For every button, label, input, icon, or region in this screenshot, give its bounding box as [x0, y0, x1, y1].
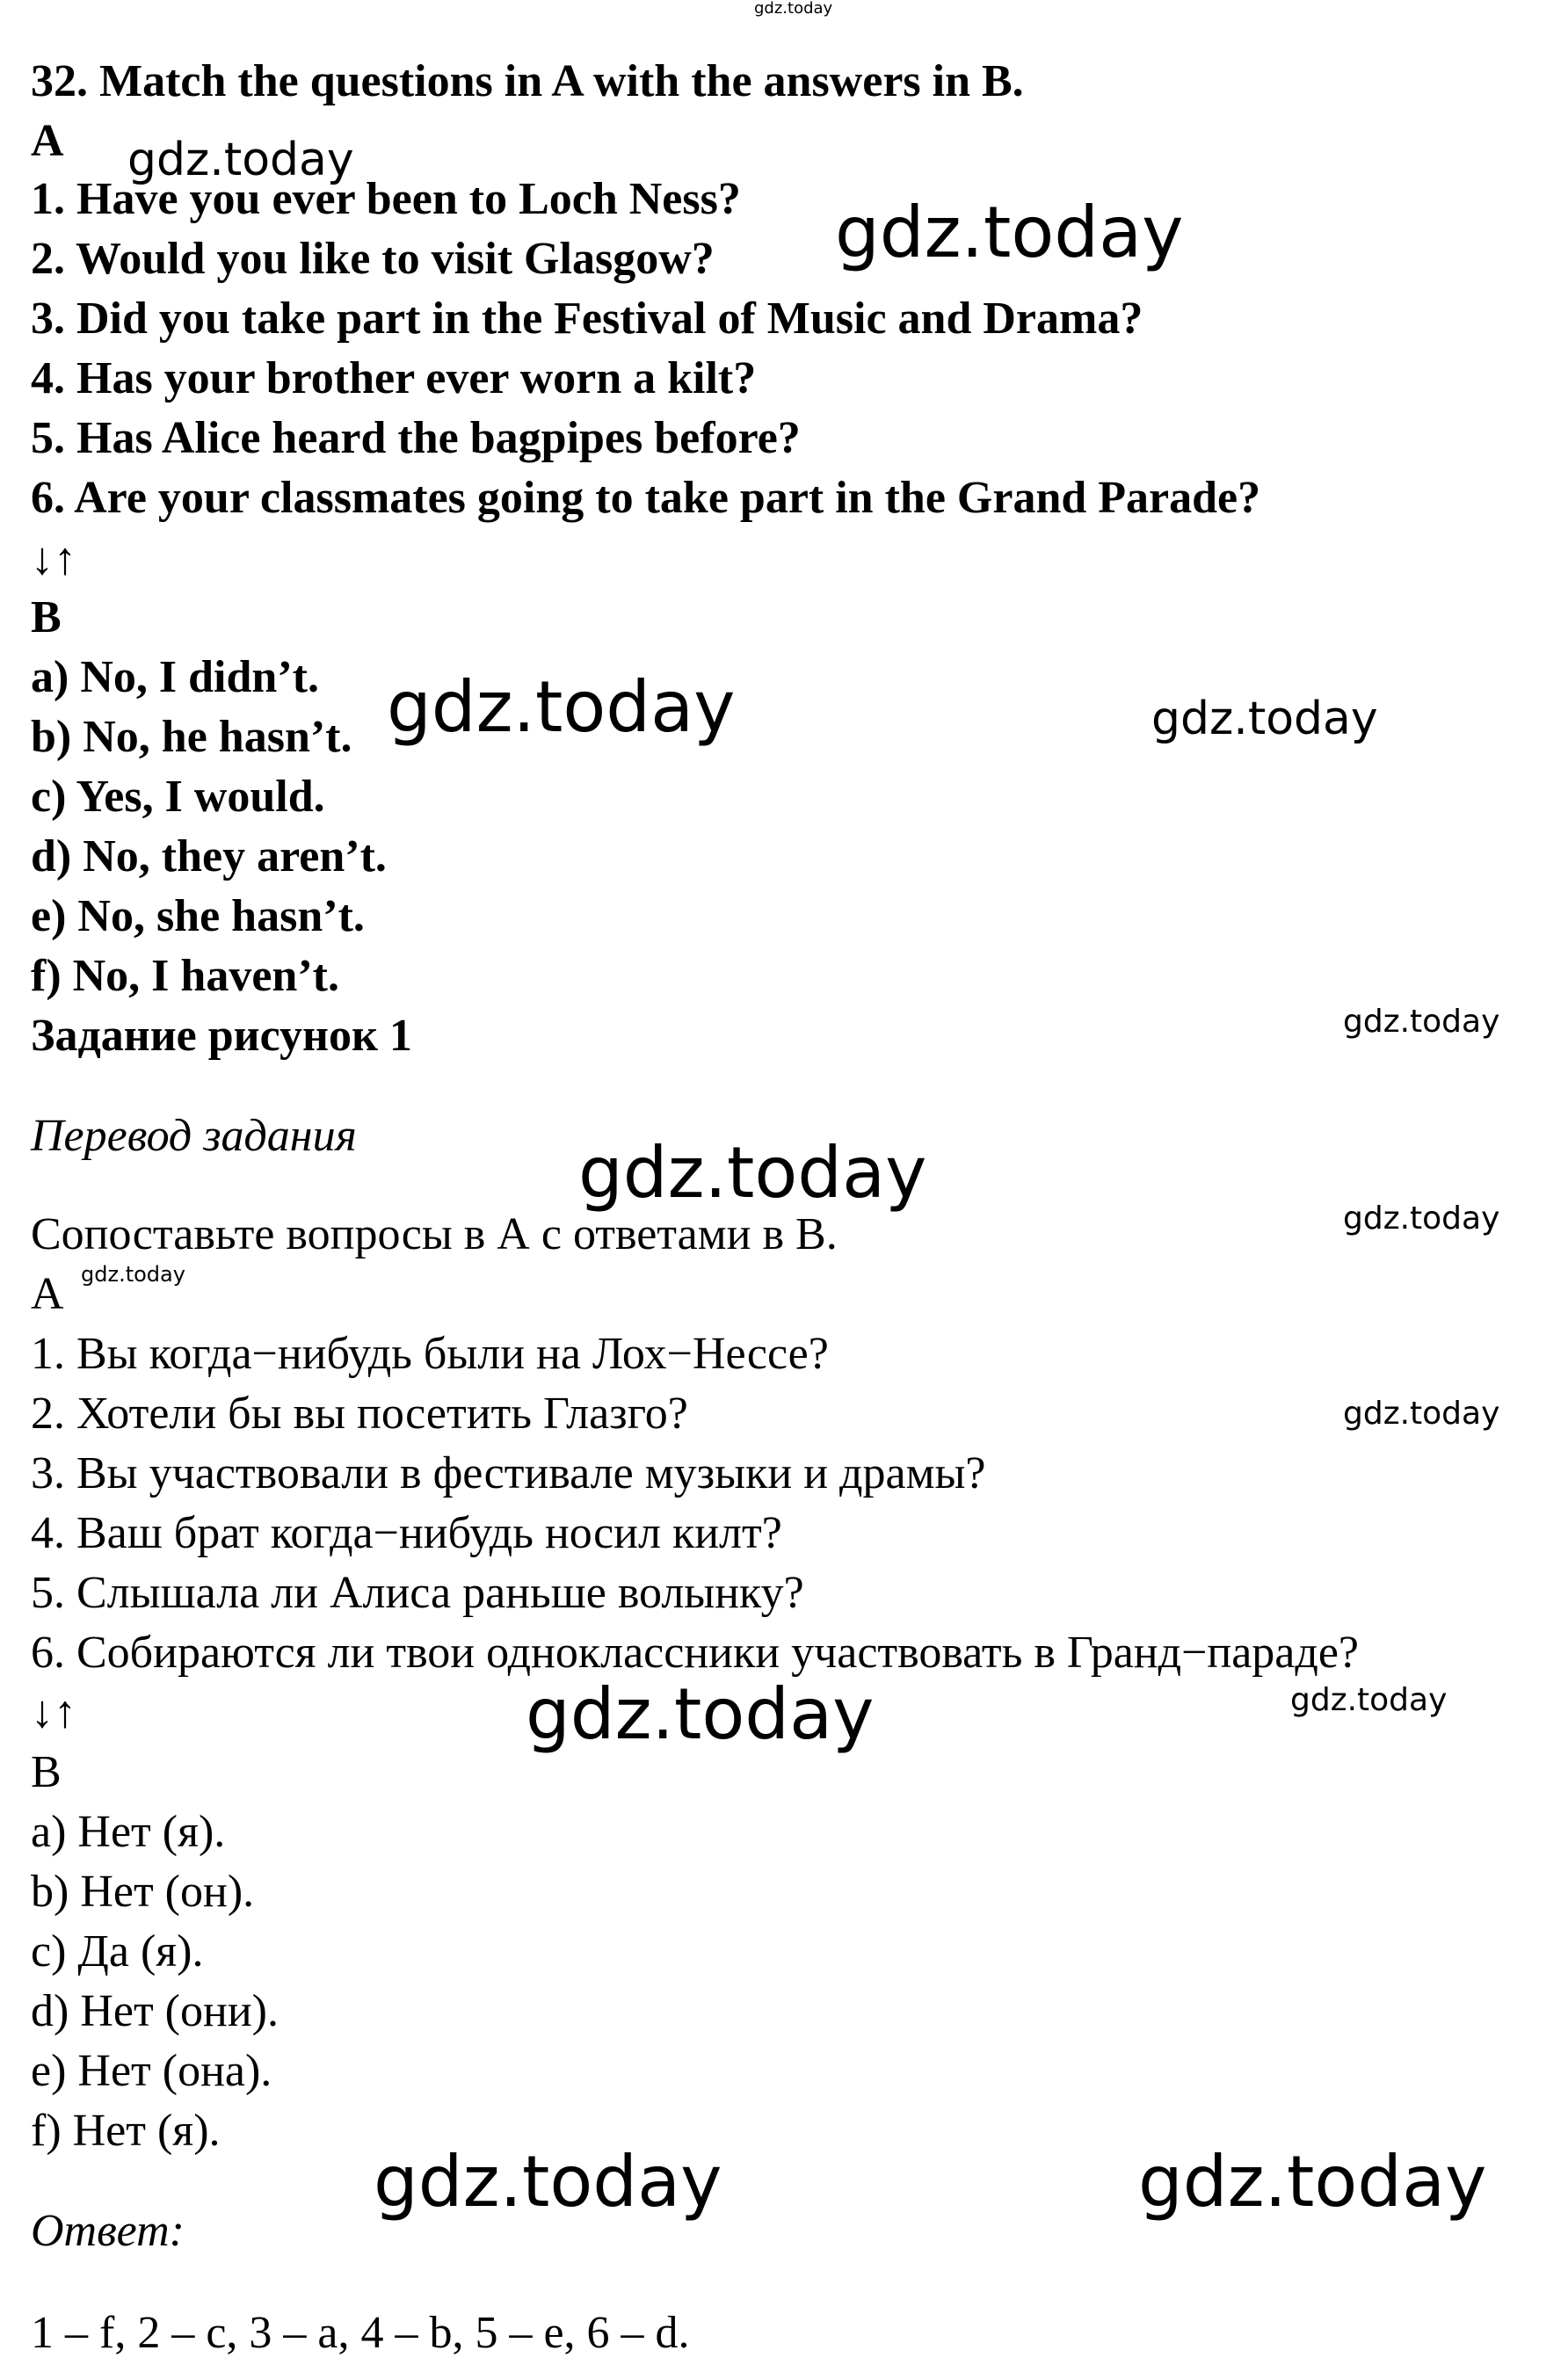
- answer-heading: Ответ:: [31, 2206, 185, 2256]
- translation-question-6: 6. Собираются ли твои одноклассники участвовать в Гранд−параде?: [31, 1628, 1359, 1678]
- translation-answer-c: c) Да (я).: [31, 1926, 204, 1977]
- translation-question-4: 4. Ваш брат когда−нибудь носил килт?: [31, 1508, 782, 1558]
- arrows: ↓↑: [31, 534, 76, 584]
- watermark: gdz.today: [1151, 693, 1378, 745]
- watermark: gdz.today: [1343, 1396, 1500, 1432]
- translation-answer-b: b) Нет (он).: [31, 1867, 255, 1917]
- watermark: gdz.today: [1343, 1201, 1500, 1237]
- watermark: gdz.today: [1290, 1682, 1448, 1718]
- question-6: 6. Are your classmates going to take part in the Grand Parade?: [31, 473, 1261, 523]
- watermark: gdz.today: [1138, 2141, 1487, 2223]
- question-3: 3. Did you take part in the Festival of Music and Drama?: [31, 294, 1143, 344]
- figure-caption: Задание рисунок 1: [31, 1011, 412, 1061]
- answer-f: f) No, I haven’t.: [31, 951, 339, 1001]
- translation-arrows: ↓↑: [31, 1687, 76, 1737]
- answer-c: c) Yes, I would.: [31, 772, 325, 822]
- watermark: gdz.today: [578, 1132, 927, 1214]
- translation-answer-a: a) Нет (я).: [31, 1807, 226, 1857]
- translation-heading: Перевод задания: [31, 1111, 357, 1161]
- translation-question-2: 2. Хотели бы вы посетить Глазго?: [31, 1389, 688, 1439]
- header-watermark: gdz.today: [754, 0, 833, 18]
- answer-d: d) No, they aren’t.: [31, 831, 387, 881]
- translation-section-a-label: А: [31, 1269, 64, 1319]
- translation-instruction: Сопоставьте вопросы в А с ответами в В.: [31, 1209, 838, 1259]
- question-4: 4. Has your brother ever worn a kilt?: [31, 353, 757, 403]
- answer-e: e) No, she hasn’t.: [31, 891, 365, 941]
- watermark: gdz.today: [374, 2141, 722, 2223]
- question-2: 2. Would you like to visit Glasgow?: [31, 234, 715, 284]
- watermark: gdz.today: [1343, 1004, 1500, 1040]
- translation-question-1: 1. Вы когда−нибудь были на Лох−Нессе?: [31, 1329, 829, 1379]
- answer-b: b) No, he hasn’t.: [31, 712, 352, 762]
- exercise-title: 32. Match the questions in A with the answers in B.: [31, 56, 1024, 106]
- question-5: 5. Has Alice heard the bagpipes before?: [31, 413, 801, 463]
- section-b-label: B: [31, 592, 62, 642]
- translation-answer-d: d) Нет (они).: [31, 1986, 279, 2036]
- translation-answer-f: f) Нет (я).: [31, 2106, 221, 2156]
- watermark: gdz.today: [835, 192, 1184, 273]
- answer-text: 1 – f, 2 – c, 3 – a, 4 – b, 5 – e, 6 – d.: [31, 2308, 690, 2358]
- answer-a: a) No, I didn’t.: [31, 652, 319, 702]
- watermark: gdz.today: [81, 1262, 185, 1287]
- translation-question-3: 3. Вы участвовали в фестивале музыки и драмы?: [31, 1448, 986, 1498]
- section-a-label: A: [31, 116, 64, 166]
- watermark: gdz.today: [387, 666, 736, 748]
- watermark: gdz.today: [127, 134, 354, 186]
- translation-answer-e: e) Нет (она).: [31, 2046, 272, 2096]
- watermark: gdz.today: [526, 1673, 875, 1755]
- translation-section-b-label: В: [31, 1747, 62, 1797]
- translation-question-5: 5. Слышала ли Алиса раньше волынку?: [31, 1568, 804, 1618]
- question-1: 1. Have you ever been to Loch Ness?: [31, 174, 741, 224]
